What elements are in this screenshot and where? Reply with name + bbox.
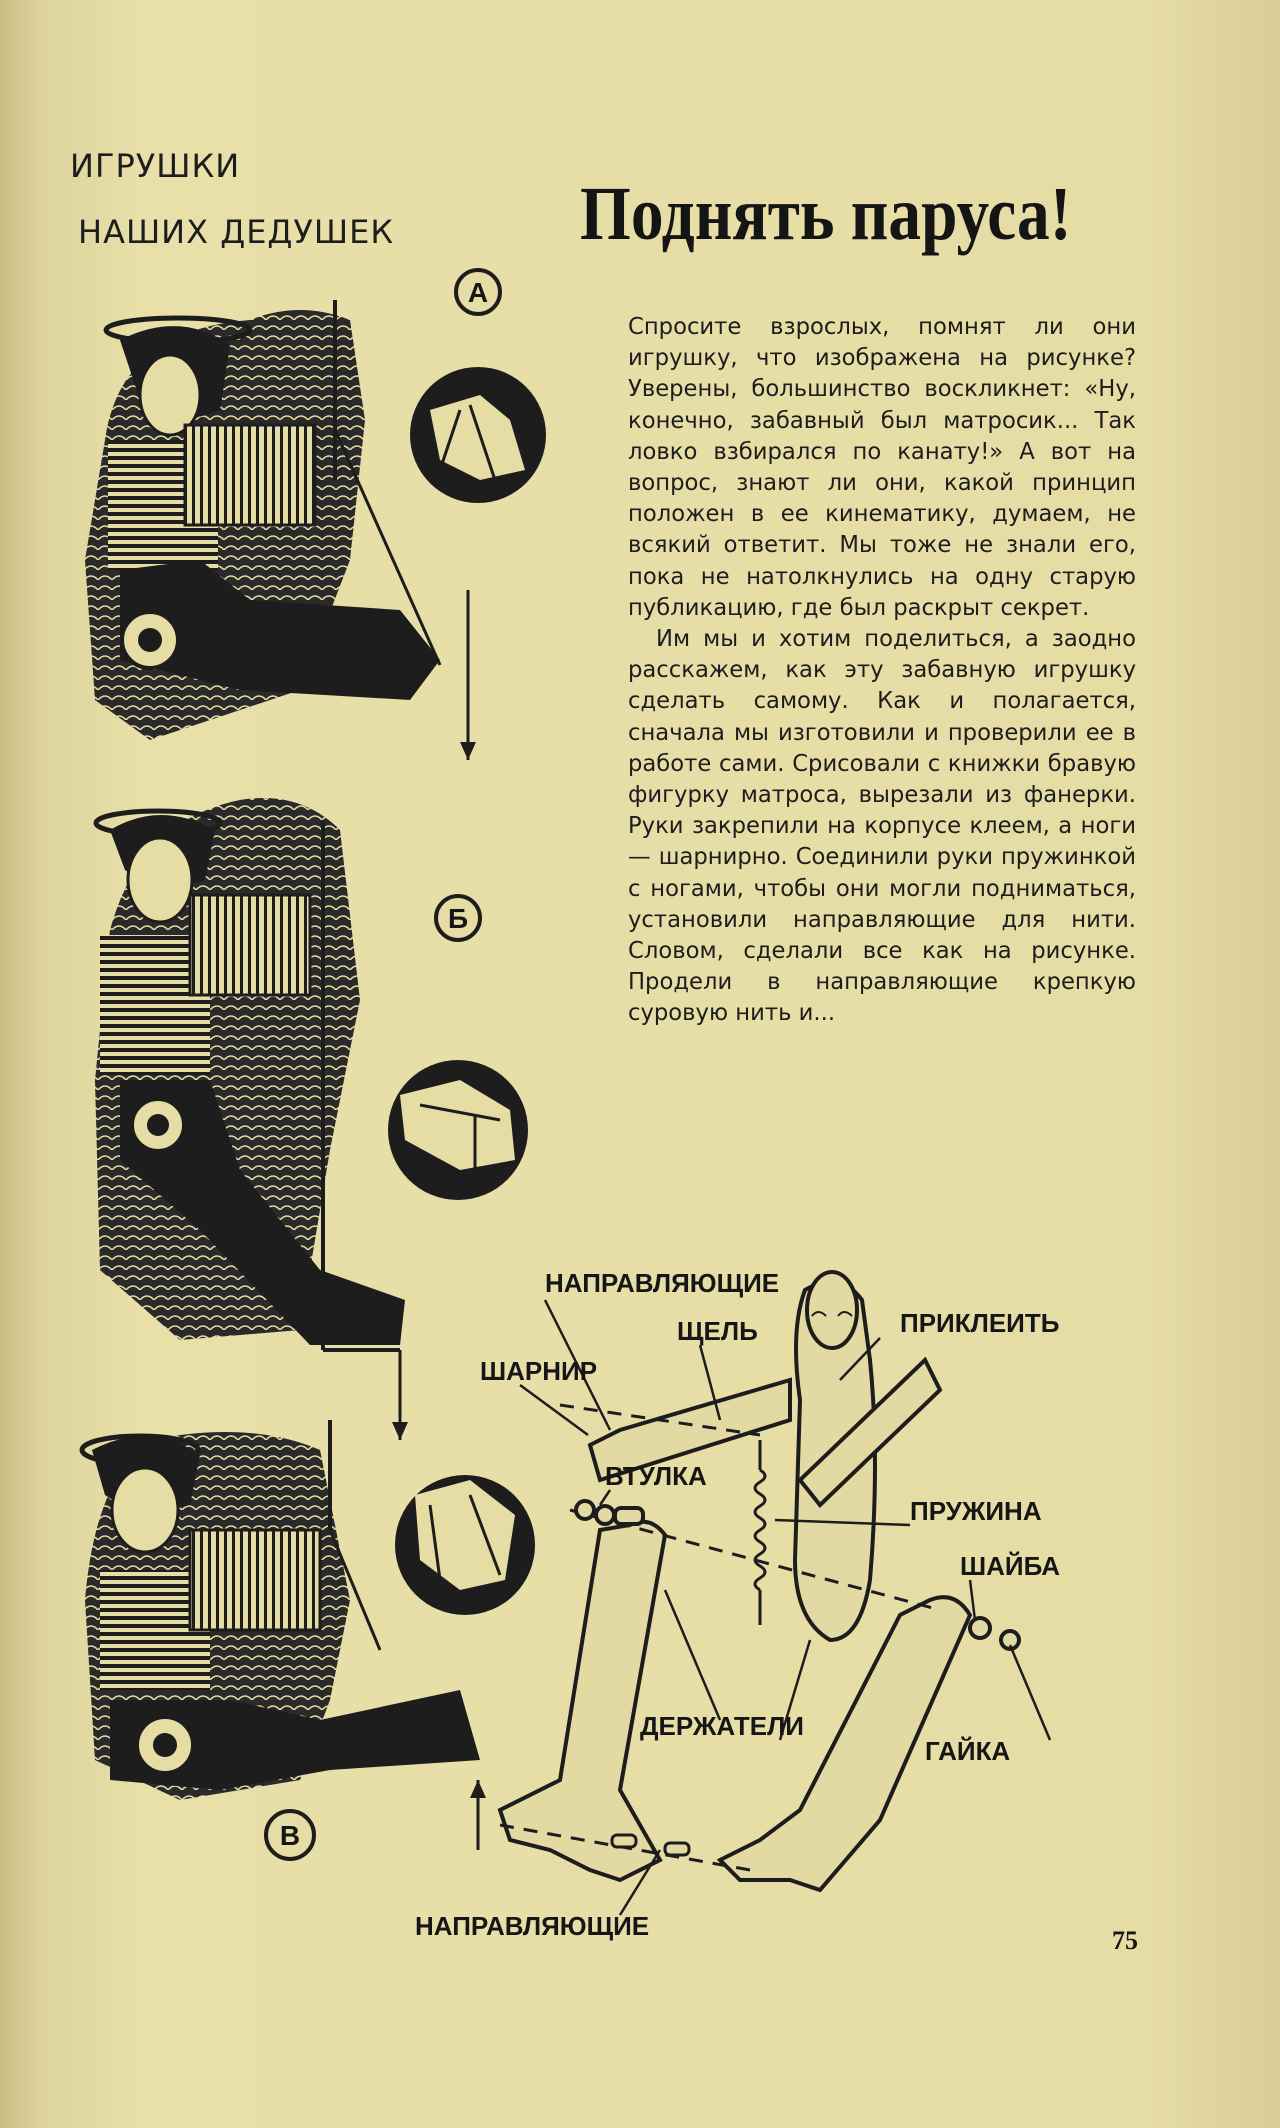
label-hinge: ШАРНИР [480, 1356, 598, 1386]
construction-diagram [415, 1268, 1060, 1941]
label-glue: ПРИКЛЕИТЬ [900, 1308, 1060, 1338]
rubric-line-1: ИГРУШКИ [70, 147, 241, 185]
rubric-line-2: НАШИХ ДЕДУШЕК [78, 213, 395, 251]
stage-label-a: А [467, 277, 489, 308]
label-guides-bottom: НАПРАВЛЯЮЩИЕ [415, 1911, 650, 1941]
label-holders: ДЕРЖАТЕЛИ [640, 1711, 804, 1741]
article-title: Поднять паруса! [580, 172, 1072, 256]
stage-label-v: В [279, 1820, 301, 1851]
label-spring: ПРУЖИНА [910, 1496, 1042, 1526]
label-guides-top: НАПРАВЛЯЮЩИЕ [545, 1268, 780, 1298]
paragraph-1: Спросите взрослых, помнят ли они игрушку, что изображена на рисунке? Уверены, большинство воскликнет: «Ну, конечно, забавный был матросик... Так ловко взбирался по канату!» А вот на вопрос, знают ли они, какой принцип положен в ее кинематику, думаем, не всякий ответит. Мы тоже не знали его, пока не натолкнулись на одну старую публикацию, где был раскрыт секрет. [628, 314, 1136, 621]
label-bushing: ВТУЛКА [605, 1461, 707, 1491]
figure-sailor-a [85, 270, 546, 760]
label-nut: ГАЙКА [925, 1736, 1011, 1766]
stage-label-b: Б [447, 903, 469, 934]
figure-sailor-b [95, 798, 528, 1440]
paragraph-2: Им мы и хотим поделиться, а заодно расскажем, как эту забавную игрушку сделать самому. Как и полагается, сначала мы изготовили и проверили ее в работе сами. Срисовали с книжки бравую фигурку матроса, вырезали из фанерки. Руки закрепили на корпусе клеем, а ноги — шарнирно. Соединили руки пружинкой с ногами, чтобы они могли подниматься, установили направляющие для нити. Словом, сделали все как на рисунке. Продели в направляющие крепкую суровую нить и... [628, 626, 1136, 1027]
figure-sailor-v [82, 1420, 535, 1859]
label-washer: ШАЙБА [960, 1551, 1061, 1581]
page-number: 75 [1112, 1926, 1138, 1955]
label-slot: ЩЕЛЬ [677, 1316, 758, 1346]
